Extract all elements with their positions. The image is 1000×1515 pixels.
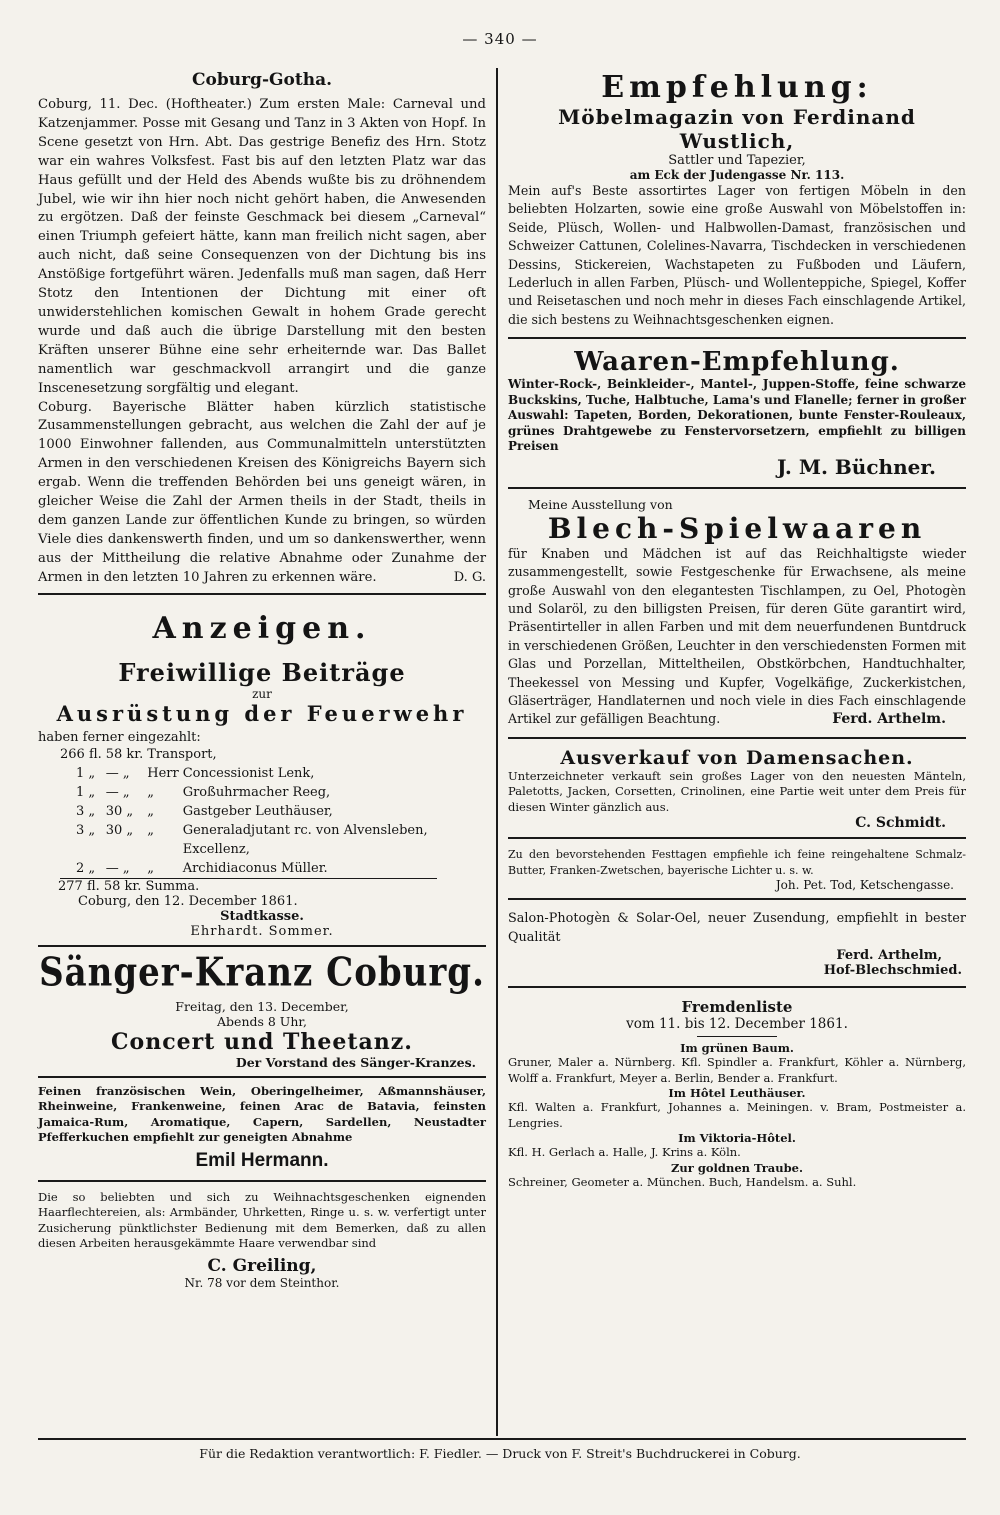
blech-text: für Knaben und Mädchen ist auf das Reichhaltigste wieder zusammengestellt, sowie Festgeschenke für Erwachsene, als meine große Auswahl von den elegantesten Tischlampen, zu Oel, Photogèn und Solaröl, zu den billigsten Preisen, für deren Güte garantirt wird, Präsentirteller in allen Farben und mit dem neuerfundenen Buntdruck in verschiedenen Größen, Leuchter in den verschiedensten Formen mit Glas und Porzellan, Mitteltheilen, Obstkörbchen, Handtuchhalter, Theekessel von Messing und Kupfer, Vogelkäfige, Zuckerkistchen, Gläserträger, Handlaternen und noch viele in dies Fach einschlagende Artikel zur gefälligen Beachtung. (508, 545, 966, 727)
divider (508, 487, 966, 489)
ausverkauf-signature: C. Schmidt. (855, 815, 946, 832)
ausverkauf-ad (508, 747, 966, 832)
waaren-signature: J. M. Büchner. (777, 454, 936, 479)
blech-signature: Ferd. Arthelm. (832, 710, 946, 727)
waaren-ad (508, 347, 966, 479)
donation-row: 1 „ — „ Herr Concessionist Lenk, (76, 765, 315, 781)
haar-text: Die so beliebten und sich zu Weihnachtsgeschenken eignenden Haarflechtereien, als: Armbänder, Uhrketten, Ringe u. s. w. verfertigt unter Zusicherung pünktlichster Bedienung mit dem Bemerken, daß zu allen diesen Arbeiten herausgekämmte Haare verwendbar sind (38, 1189, 486, 1251)
donation-subtitle: Ausrüstung der Feuerwehr (56, 700, 468, 726)
article-signature: D. G. (453, 569, 486, 585)
section-title: Coburg-Gotha. (191, 70, 333, 90)
donation-row: 3 „ 30 „ „ Gastgeber Leuthäuser, (76, 803, 333, 819)
moebel-text: Mein auf's Beste assortirtes Lager von fertigen Möbeln in den beliebten Holzarten, sowie eine große Auswahl von Möbelstoffen in: Seide, Plüsch, Wollen- und Halbwollen-Damast, französischen und Schweizer Cattunen, Colelines-Navarra, Tischdecken in verschiedenen Dessins, Stickereien, Wachstapeten zu Fußboden und Läufern, Lederluch in allen Farben, Plüsch- und Wollenteppiche, Spiegel, Koffer und Reisetaschen und noch mehr in dieses Fach einschlagende Artikel, die sich bestens zu Weihnachtsgeschenken eignen. (508, 183, 966, 327)
hotel-heading: Im grünen Baum. (680, 1041, 794, 1056)
saenger-date: Freitag, den 13. December, (175, 998, 349, 1014)
divider (508, 737, 966, 739)
salon-ad (508, 910, 966, 978)
wein-signature: Emil Hermann. (195, 1149, 329, 1171)
saenger-title: Sänger-Kranz Coburg. (39, 949, 485, 996)
imprint-footer: Für die Redaktion verantwortlich: F. Fiedler. — Druck von F. Streit's Buchdruckerei in Coburg. (199, 1446, 801, 1461)
ausverkauf-title: Ausverkauf von Damensachen. (560, 746, 914, 769)
moebel-ad (508, 70, 966, 329)
fremdenliste-date: vom 11. bis 12. December 1861. (626, 1016, 848, 1033)
waaren-text: Winter-Rock-, Beinkleider-, Mantel-, Juppen-Stoffe, feine schwarze Buckskins, Tuche, Halbtuche, Lama's und Flanelle; ferner in großer Auswahl: Tapeten, Borden, Dekorationen, bunte Fenster-Rouleaux, grünes Drahtgewebe zu Fenstervorsetzern, empfiehlt zu billigen Preisen (508, 377, 966, 454)
waaren-title: Waaren-Empfehlung. (574, 347, 900, 378)
divider (508, 837, 966, 839)
hotel-heading: Im Viktoria-Hôtel. (678, 1131, 796, 1146)
fremdenliste-title: Fremdenliste (681, 998, 793, 1017)
hotel-guests: Gruner, Maler a. Nürnberg. Kfl. Spindler a. Frankfurt, Köhler a. Nürnberg, Wolff a. Frankfurt, Meyer a. Berlin, Bender a. Frankfurt. (508, 1055, 966, 1085)
donation-signers: Ehrhardt. Sommer. (190, 923, 334, 939)
salon-signature: Ferd. Arthelm, (836, 948, 942, 964)
left-column (38, 70, 486, 1290)
donation-notice (38, 658, 486, 939)
ausverkauf-text: Unterzeichneter verkauft sein großes Lager von den neuesten Mänteln, Paletotts, Jacken, Corsetten, Crinolinen, eine Partie weit unter dem Preis für diesen Winter gänzlich aus. (508, 768, 966, 814)
page-number: — 340 — (462, 30, 538, 48)
donation-title: Freiwillige Beiträge (118, 657, 406, 687)
donation-row: 266 fl. 58 kr. Transport, (60, 746, 217, 762)
wein-ad (38, 1084, 486, 1172)
moebel-address: am Eck der Judengasse Nr. 113. (629, 168, 845, 182)
blech-ad (508, 497, 966, 727)
blech-intro: Meine Ausstellung von (528, 496, 673, 512)
divider (508, 898, 966, 900)
donation-date: Coburg, den 12. December 1861. (78, 893, 298, 909)
haar-signature: C. Greiling, (207, 1255, 317, 1276)
footer-divider (38, 1438, 966, 1440)
schmalz-ad (508, 847, 966, 892)
fremdenliste (508, 998, 966, 1190)
short-divider (697, 1036, 777, 1037)
hotel-guests: Schreiner, Geometer a. München. Buch, Handelsm. a. Suhl. (508, 1174, 857, 1189)
blech-title: Blech-Spielwaaren (547, 511, 927, 545)
donation-table (60, 745, 437, 879)
article-armen: Coburg. Bayerische Blätter haben kürzlich statistische Zusammenstellungen gebracht, aus welchen die Zahl der auf je 1000 Einwohner fallenden, aus Communalmitteln unterstützten Armen in den verschiedenen Kreisen des Königreichs Bayern sich ergab. Wenn die treffenden Behörden bei uns geneigt wären, in gleicher Weise die Zahl der Armen theils in der Stadt, theils in dem ganzen Lande zur öffentlichen Kunde zu bringen, so würden Viele dies dankenswerth finden, und um so dankenswerther, wenn aus der Mittheilung die relative Abnahme oder Zunahme der Armen in den letzten 10 Jahren zu erkennen wäre. (38, 399, 486, 585)
donation-sum: 277 fl. 58 kr. Summa. (58, 878, 200, 894)
salon-text: Salon-Photogèn & Solar-Oel, neuer Zusendung, empfiehlt in bester Qualität (508, 911, 966, 946)
moebel-subtitle: Möbelmagazin von Ferdinand Wustlich, (558, 105, 916, 153)
divider (38, 945, 486, 947)
divider (38, 1076, 486, 1078)
donation-row: 3 „ 30 „ „ Generaladjutant rc. von Alvensleben, Excellenz, (76, 822, 428, 857)
salon-title: Hof-Blechschmied. (823, 963, 962, 979)
donation-title-zur: zur (252, 686, 272, 701)
donation-row: 2 „ — „ „ Archidiaconus Müller. (60, 859, 437, 879)
right-column (508, 70, 966, 1190)
saenger-signature: Der Vorstand des Sänger-Kranzes. (235, 1054, 476, 1070)
saenger-event: Concert und Theetanz. (111, 1028, 413, 1055)
moebel-trade: Sattler und Tapezier, (668, 153, 806, 168)
hotel-guests: Kfl. H. Gerlach a. Halle, J. Krins a. Köln. (508, 1145, 741, 1160)
haar-ad (38, 1190, 486, 1290)
article-theater: Coburg, 11. Dec. (Hoftheater.) Zum ersten Male: Carneval und Katzenjammer. Posse mit Gesang und Tanz in 3 Akten von Hopf. In Scene gesetzt von Hrn. Abt. Das gestrige Benefiz des Hrn. Stotz war ein wahres Volksfest. Fast bis auf den letzten Platz war das Haus gefüllt und der Held des Abends wußte bis zu dröhnendem Jubel, wie wir ihn hier noch nicht gehört haben, die Anwesenden zu ergötzen. Daß der feinste Geschmack bei diesem „Carneval“ einen Triumph gefeiert hätte, kann man freilich nicht sagen, aber auch nicht, daß seine Consequenzen von der Dichtung bis ins Anstößige fortgeführt wären. Jedenfalls muß man sagen, daß Herr Stotz den Intentionen der Dichtung mit einer oft unwiderstehlichen komischen Gewalt in hohem Grade gerecht wurde und daß auch die übrige Darstellung mit den besten Kräften unserer Bühne eine sehr erheiternde war. Das Ballet namentlich war geschmackvoll arrangirt und die ganze Inscenesetzung sorgfältig und elegant. (38, 97, 486, 396)
column-divider (496, 68, 498, 1436)
divider (508, 986, 966, 988)
anzeigen-heading: Anzeigen. (152, 610, 372, 646)
donation-intro: haben ferner eingezahlt: (38, 729, 201, 745)
donation-office: Stadtkasse. (220, 908, 304, 924)
hotel-heading: Zur goldnen Traube. (671, 1160, 803, 1175)
schmalz-signature: Joh. Pet. Tod, Ketschengasse. (775, 878, 954, 893)
hotel-heading: Im Hôtel Leuthäuser. (668, 1086, 806, 1101)
hotel-guests: Kfl. Walten a. Frankfurt, Johannes a. Meiningen. v. Bram, Postmeister a. Lengries. (508, 1100, 966, 1130)
divider (38, 593, 486, 595)
saenger-time: Abends 8 Uhr, (217, 1013, 307, 1029)
moebel-title: Empfehlung: (601, 70, 873, 105)
divider (38, 1180, 486, 1182)
divider (508, 337, 966, 339)
donation-row: 1 „ — „ „ Großuhrmacher Reeg, (76, 784, 331, 800)
saenger-ad (38, 949, 486, 1070)
wein-text: Feinen französischen Wein, Oberingelheimer, Aßmannshäuser, Rheinweine, Frankenweine, feinen Arac de Batavia, feinsten Jamaica-Rum, Aromatique, Capern, Sardellen, Neustadter Pfefferkuchen empfiehlt zur geneigten Abnahme (38, 1083, 486, 1145)
schmalz-text: Zu den bevorstehenden Festtagen empfiehle ich feine reingehaltene Schmalz-Butter, Franken-Zwetschen, bayerische Lichter u. s. w. (508, 848, 966, 877)
haar-address: Nr. 78 vor dem Steinthor. (184, 1275, 340, 1290)
